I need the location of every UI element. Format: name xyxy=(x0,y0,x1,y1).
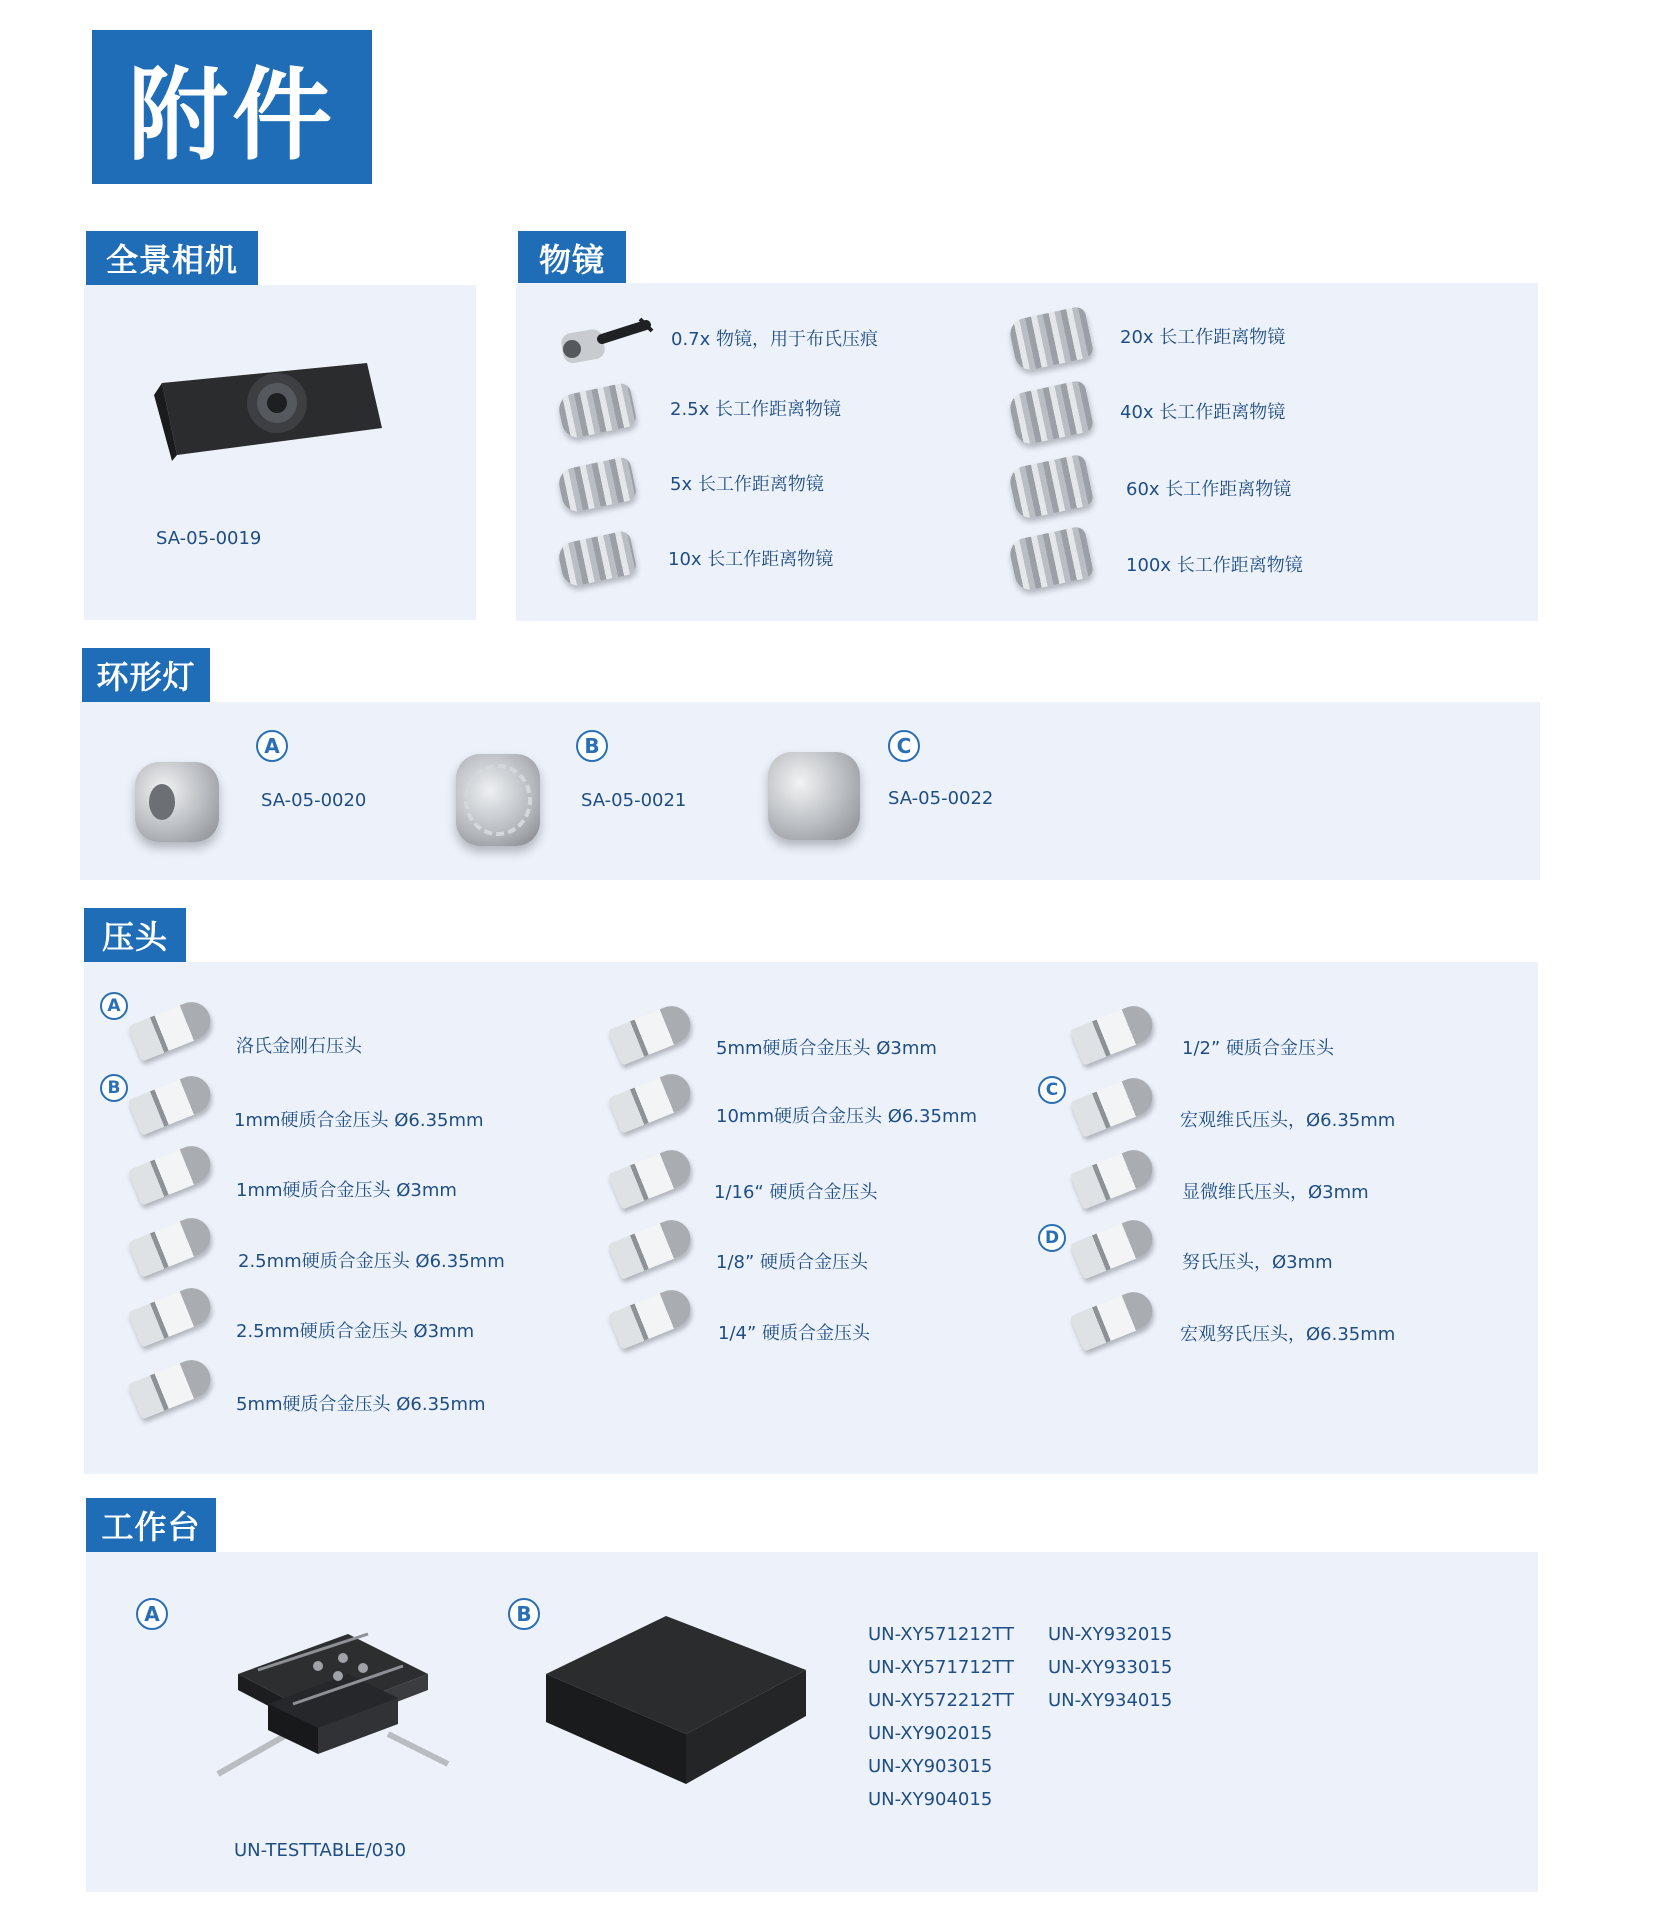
objective-lens-icon xyxy=(1007,379,1094,446)
work-table-badge-b: B xyxy=(508,1598,540,1630)
work-table-b-part: UN-XY571212TT xyxy=(868,1624,1014,1645)
work-tables-panel xyxy=(86,1552,1538,1892)
indenter-col3-label-2: 宏观维氏压头，Ø6.35mm xyxy=(1180,1110,1396,1131)
indenter-col2-label-4: 1/8” 硬质合金压头 xyxy=(716,1252,869,1273)
objectives-panel xyxy=(516,283,1538,621)
camera-module-icon xyxy=(132,343,392,473)
indenter-col1-label-3: 1mm硬质合金压头 Ø3mm xyxy=(236,1180,457,1201)
ring-light-part-c: SA-05-0022 xyxy=(888,788,994,809)
panorama-camera-panel xyxy=(84,285,476,620)
indenter-col2-label-1: 5mm硬质合金压头 Ø3mm xyxy=(716,1038,937,1059)
indenter-col2-label-2: 10mm硬质合金压头 Ø6.35mm xyxy=(716,1106,978,1127)
indenter-icon xyxy=(128,1354,216,1419)
objective-label-6: 40x 长工作距离物镜 xyxy=(1120,402,1286,423)
xy-stage-icon xyxy=(198,1604,458,1794)
indenter-icon xyxy=(128,996,216,1061)
section-title-ring-lights: 环形灯 xyxy=(82,648,210,702)
objective-label-4: 10x 长工作距离物镜 xyxy=(668,549,834,570)
objective-label-1: 0.7x 物镜，用于布氏压痕 xyxy=(671,329,878,350)
work-table-b-part: UN-XY904015 xyxy=(868,1789,993,1810)
work-table-b-list-2 xyxy=(1048,1618,1172,1717)
indenter-icon xyxy=(1070,1286,1158,1351)
indenter-badge-d: D xyxy=(1038,1224,1066,1252)
ring-light-badge-a: A xyxy=(256,730,288,762)
work-table-part-a: UN-TESTTABLE/030 xyxy=(234,1840,407,1861)
work-table-b-part: UN-XY571712TT xyxy=(868,1657,1014,1678)
indenter-badge-b: B xyxy=(100,1074,128,1102)
objective-lens-icon xyxy=(1007,305,1094,372)
indenter-icon xyxy=(1070,1000,1158,1065)
indenter-icon xyxy=(608,1068,696,1133)
indenter-col1-label-6: 5mm硬质合金压头 Ø6.35mm xyxy=(236,1394,486,1415)
section-title-objectives: 物镜 xyxy=(518,231,626,285)
indenter-col2-label-5: 1/4” 硬质合金压头 xyxy=(718,1323,871,1344)
indenter-col3-label-5: 宏观努氏压头，Ø6.35mm xyxy=(1180,1324,1396,1345)
section-title-indenters: 压头 xyxy=(84,908,186,962)
indenter-col3-label-1: 1/2” 硬质合金压头 xyxy=(1182,1038,1335,1059)
work-table-b-part: UN-XY933015 xyxy=(1048,1657,1173,1678)
page-title: 附件 xyxy=(92,30,372,184)
objective-lens-icon xyxy=(1007,453,1094,520)
ring-light-badge-c: C xyxy=(888,730,920,762)
indenter-icon xyxy=(128,1070,216,1135)
ring-light-b-icon xyxy=(456,754,540,846)
indenter-icon xyxy=(608,1000,696,1065)
work-table-b-part: UN-XY572212TT xyxy=(868,1690,1014,1711)
objective-lens-icon xyxy=(556,456,638,514)
indenter-icon xyxy=(608,1284,696,1349)
indenter-icon xyxy=(128,1282,216,1347)
work-table-b-part: UN-XY932015 xyxy=(1048,1624,1173,1645)
indenter-badge-a: A xyxy=(100,992,128,1020)
objective-lens-icon xyxy=(1007,525,1094,592)
indenter-icon xyxy=(608,1214,696,1279)
indenter-icon xyxy=(128,1140,216,1205)
objective-label-5: 20x 长工作距离物镜 xyxy=(1120,327,1286,348)
ring-light-part-b: SA-05-0021 xyxy=(581,790,687,811)
ring-light-badge-b: B xyxy=(576,730,608,762)
indenter-badge-c: C xyxy=(1038,1076,1066,1104)
indenter-col3-label-4: 努氏压头，Ø3mm xyxy=(1182,1252,1333,1273)
work-table-b-part: UN-XY934015 xyxy=(1048,1690,1173,1711)
objective-lens-icon xyxy=(556,530,638,588)
work-table-b-part: UN-XY902015 xyxy=(868,1723,993,1744)
work-table-b-list-1 xyxy=(868,1618,1014,1816)
indenter-icon xyxy=(1070,1144,1158,1209)
indenter-icon xyxy=(1070,1214,1158,1279)
indenter-icon xyxy=(128,1212,216,1277)
objective-lens-icon xyxy=(556,313,656,371)
ring-light-a-icon xyxy=(135,762,219,842)
ring-light-c-icon xyxy=(768,752,860,840)
granite-table-icon xyxy=(536,1604,816,1794)
indenter-col1-label-4: 2.5mm硬质合金压头 Ø6.35mm xyxy=(238,1251,505,1272)
objective-label-7: 60x 长工作距离物镜 xyxy=(1126,479,1292,500)
ring-light-part-a: SA-05-0020 xyxy=(261,790,367,811)
indenter-col1-label-1: 洛氏金刚石压头 xyxy=(236,1036,362,1057)
objective-lens-icon xyxy=(556,382,638,440)
indenter-col2-label-3: 1/16“ 硬质合金压头 xyxy=(714,1182,878,1203)
indenter-col3-label-3: 显微维氏压头，Ø3mm xyxy=(1182,1182,1369,1203)
camera-part-number: SA-05-0019 xyxy=(156,528,262,549)
section-title-panorama-camera: 全景相机 xyxy=(86,231,258,285)
objective-label-8: 100x 长工作距离物镜 xyxy=(1126,555,1303,576)
objective-label-3: 5x 长工作距离物镜 xyxy=(670,474,824,495)
indenter-icon xyxy=(608,1144,696,1209)
work-table-b-part: UN-XY903015 xyxy=(868,1756,993,1777)
indenter-icon xyxy=(1070,1072,1158,1137)
section-title-work-tables: 工作台 xyxy=(86,1498,216,1552)
work-table-badge-a: A xyxy=(136,1598,168,1630)
objective-label-2: 2.5x 长工作距离物镜 xyxy=(670,399,841,420)
ring-lights-panel xyxy=(80,702,1540,880)
indenter-col1-label-5: 2.5mm硬质合金压头 Ø3mm xyxy=(236,1321,475,1342)
indenter-col1-label-2: 1mm硬质合金压头 Ø6.35mm xyxy=(234,1110,484,1131)
indenters-panel xyxy=(84,962,1538,1474)
